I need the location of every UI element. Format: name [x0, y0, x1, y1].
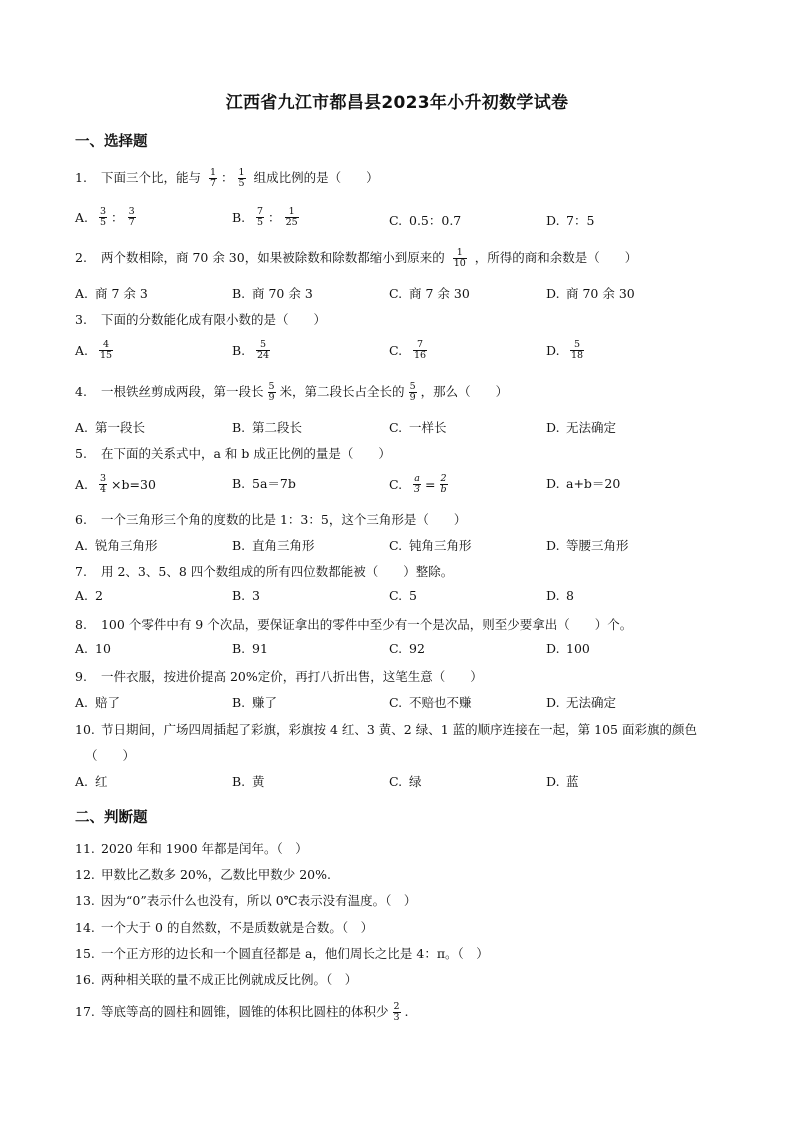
question-number: 2. — [75, 250, 87, 265]
option-c: C. $\frac{7}{16}$ — [389, 339, 427, 361]
option-d: D. 无法确定 — [546, 419, 617, 435]
question-number: 12. — [75, 867, 95, 882]
fraction: $\frac{7}{16}$ — [414, 339, 427, 361]
question-11 — [75, 839, 308, 857]
question-number: 10. — [75, 722, 95, 737]
option-a: A. $\frac{3}{5}$ ： $\frac{3}{7}$ — [75, 206, 135, 228]
question-number: 8. — [75, 617, 87, 632]
question-number: 15. — [75, 946, 95, 961]
question-number: 14. — [75, 920, 95, 935]
option-b: B. 赚了 — [232, 694, 278, 710]
question-3 — [75, 310, 326, 328]
option-d: D. a+b＝20 — [546, 475, 621, 491]
question-text: 在下面的关系式中，a 和 b 成正比例的量是（ ） — [100, 446, 391, 461]
question-8 — [75, 615, 632, 633]
question-text: 一件衣服，按进价提高 20%定价，再打八折出售，这笔生意（ ） — [100, 669, 483, 684]
options-4 — [75, 418, 715, 442]
question-text: 下面的分数能化成有限小数的是（ ） — [100, 312, 326, 327]
section-heading-choice: 一、选择题 — [75, 134, 148, 150]
option-c: C. 钝角三角形 — [389, 537, 472, 553]
fraction: $\frac{4}{15}$ — [100, 339, 113, 361]
fraction: $\frac{5}{18}$ — [571, 339, 584, 361]
question-17: 17. 等底等高的圆柱和圆锥，圆锥的体积比圆柱的体积少 $\frac{2}{3}$ . — [75, 1001, 409, 1023]
question-text: ，那么（ ） — [420, 384, 509, 399]
question-number: 7. — [75, 564, 87, 579]
option-c: C. 一样长 — [389, 419, 447, 435]
option-b: B. 91 — [232, 641, 268, 656]
fraction: $\frac{5}{9}$ — [409, 381, 416, 403]
option-c: C. 绿 — [389, 773, 422, 789]
fraction: $\frac{a}{3}$ — [414, 473, 421, 495]
question-7 — [75, 562, 453, 580]
question-text: 甲数比乙数多 20%，乙数比甲数少 20%. — [100, 867, 331, 882]
question-text: 因为“0”表示什么也没有，所以 0℃表示没有温度。（ ） — [100, 893, 417, 908]
option-c: C. 92 — [389, 641, 425, 656]
question-number: 9. — [75, 669, 87, 684]
question-number: 4. — [75, 384, 87, 399]
option-c: C. $\frac{a}{3}$ = $\frac{2}{b}$ — [389, 473, 447, 495]
option-a: A. 商 7 余 3 — [75, 285, 148, 301]
option-c: C. 5 — [389, 588, 417, 603]
question-10 — [75, 720, 697, 738]
question-6 — [75, 510, 466, 528]
question-4 — [75, 382, 508, 403]
options-3 — [75, 340, 715, 364]
options-1 — [75, 207, 715, 231]
option-d: D. 100 — [546, 641, 590, 656]
option-b: B. $\frac{5}{24}$ — [232, 339, 270, 361]
option-b: B. 3 — [232, 588, 260, 603]
option-d: D. $\frac{5}{18}$ — [546, 339, 584, 361]
option-b: B. 第二段长 — [232, 419, 303, 435]
question-number: 3. — [75, 312, 87, 327]
section-heading-judge: 二、判断题 — [75, 810, 148, 826]
question-9 — [75, 667, 483, 685]
question-number: 5. — [75, 446, 87, 461]
question-text: 两种相关联的量不成正比例就成反比例。（ ） — [100, 972, 358, 987]
page-title: 江西省九江市都昌县2023年小升初数学试卷 — [225, 93, 569, 113]
options-5 — [75, 474, 715, 498]
question-text: 下面三个比，能与 — [100, 170, 201, 185]
option-a: A. 第一段长 — [75, 419, 146, 435]
fraction: $\frac{7}{5}$ — [257, 206, 264, 228]
option-b: B. 5a＝7b — [232, 475, 296, 491]
option-d: D. 无法确定 — [546, 694, 617, 710]
question-2 — [75, 248, 637, 269]
option-d: D. 等腰三角形 — [546, 537, 629, 553]
fraction: $\frac{1}{7}$ — [209, 167, 217, 189]
fraction: $\frac{5}{9}$ — [268, 381, 275, 403]
question-text: ，所得的商和余数是（ ） — [474, 250, 638, 265]
option-c: C. 商 7 余 30 — [389, 285, 470, 301]
fraction: $\frac{3}{7}$ — [128, 206, 135, 228]
fraction: $\frac{1}{5}$ — [238, 167, 245, 189]
option-a: A. $\frac{4}{15}$ — [75, 339, 113, 361]
question-number: 13. — [75, 893, 95, 908]
question-text: 米，第二段长占全长的 — [279, 384, 405, 399]
option-a: A. 锐角三角形 — [75, 537, 158, 553]
option-a: A. 10 — [75, 641, 111, 656]
fraction: $\frac{2}{3}$ — [393, 1001, 400, 1023]
question-number: 11. — [75, 841, 95, 856]
question-16 — [75, 970, 357, 988]
option-b: B. 商 70 余 3 — [232, 285, 313, 301]
question-1: 1. 下面三个比，能与 $\frac{1}{7}$ ： $\frac{1}{5}$ 组成比例的是（ ） — [75, 167, 379, 189]
fraction: $\frac{3}{5}$ — [100, 206, 107, 228]
question-text: 2020 年和 1900 年都是闰年。（ ） — [100, 841, 308, 856]
question-number: 17. — [75, 1004, 95, 1019]
options-6 — [75, 536, 715, 560]
question-text: 两个数相除，商 70 余 30，如果被除数和除数都缩小到原来的 — [100, 250, 445, 265]
option-b: B. 直角三角形 — [232, 537, 315, 553]
fraction: $\frac{1}{10}$ — [453, 247, 466, 269]
question-14 — [75, 918, 373, 936]
question-number: 16. — [75, 972, 95, 987]
question-text: 一个正方形的边长和一个圆直径都是 a，他们周长之比是 4：π。（ ） — [100, 946, 489, 961]
option-d: D. 8 — [546, 588, 574, 603]
question-text-continued: （ ） — [85, 748, 136, 763]
question-text: 节日期间，广场四周插起了彩旗，彩旗按 4 红、3 黄、2 绿、1 蓝的顺序连接在一起，第 105 面彩旗的颜色 — [100, 722, 697, 737]
option-a: A. 红 — [75, 773, 108, 789]
option-c: C. 不赔也不赚 — [389, 694, 472, 710]
option-b: B. $\frac{7}{5}$ ： $\frac{1}{25}$ — [232, 206, 298, 228]
question-text: 一根铁丝剪成两段，第一段长 — [100, 384, 264, 399]
option-b: B. 黄 — [232, 773, 265, 789]
question-number: 1. — [75, 170, 87, 185]
options-2 — [75, 284, 715, 308]
fraction: $\frac{2}{b}$ — [440, 473, 447, 495]
option-d: D. 蓝 — [546, 773, 579, 789]
fraction: $\frac{1}{25}$ — [285, 206, 298, 228]
question-13 — [75, 891, 416, 909]
question-text: 组成比例的是（ ） — [253, 170, 379, 185]
option-d: D. 7：5 — [546, 212, 595, 228]
question-15 — [75, 944, 489, 962]
question-12 — [75, 865, 331, 883]
fraction: $\frac{5}{24}$ — [257, 339, 270, 361]
option-a: A. 2 — [75, 588, 103, 603]
question-text: 一个大于 0 的自然数，不是质数就是合数。（ ） — [100, 920, 374, 935]
question-text: 一个三角形三个角的度数的比是 1：3：5，这个三角形是（ ） — [100, 512, 467, 527]
options-10 — [75, 772, 715, 796]
question-text: 100 个零件中有 9 个次品，要保证拿出的零件中至少有一个是次品，则至少要拿出（ ）个。 — [100, 617, 633, 632]
option-c: C. 0.5：0.7 — [389, 212, 462, 228]
question-number: 6. — [75, 512, 87, 527]
options-9 — [75, 693, 715, 717]
question-text: 等底等高的圆柱和圆锥，圆锥的体积比圆柱的体积少 — [100, 1004, 389, 1019]
question-text: 用 2、3、5、8 四个数组成的所有四位数都能被（ ）整除。 — [100, 564, 454, 579]
options-7 — [75, 588, 715, 612]
option-d: D. 商 70 余 30 — [546, 285, 635, 301]
question-5 — [75, 444, 391, 462]
option-a: A. 赔了 — [75, 694, 121, 710]
fraction: $\frac{3}{4}$ — [100, 473, 107, 495]
options-8 — [75, 641, 715, 665]
option-a: A. $\frac{3}{4}$ ×b=30 — [75, 473, 156, 495]
